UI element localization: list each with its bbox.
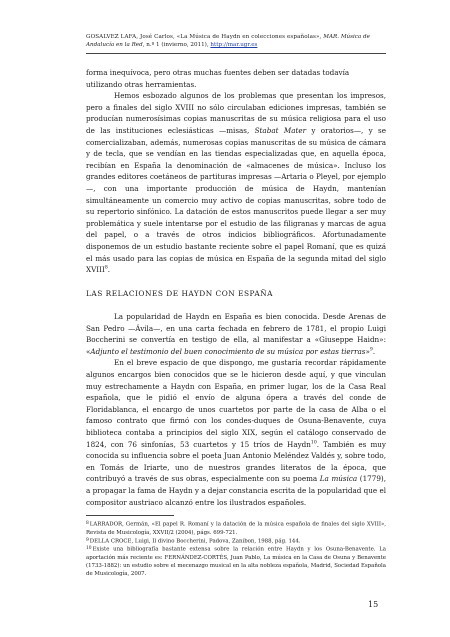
running-header: GOSALVEZ LAFA, José Carlos, «La Música de Haydn en colecciones españolas», MAR. Música de Andalucía en la Red, n.º 1 (invierno, 2011), http://mar.ugr.es [86, 33, 386, 49]
boccherini-quote: Adjunto el testimonio del buen conocimiento de su música por estas tierras [90, 346, 366, 356]
header-journal-abbr: MAR [323, 34, 338, 40]
poem-title: La música [319, 474, 358, 484]
footnote-text: Existe una bibliografía bastante extensa sobre la relación entre Haydn y los Osuna-Benavente. La aportación más reciente es: FERNÁNDEZ-CORTÉS, Juan Pablo, La música en la Casa de Osuna y Benavente (1733-1882): un estudio sobre el mecenazgo musical en la alta nobleza española, Madrid, Sociedad Española de Musicología, 2007. [86, 547, 386, 578]
footnote-ref-8[interactable]: 8 [104, 265, 108, 271]
paragraph-1-line-1: forma inequívoca, pero otras muchas fuentes deben ser datadas todavía [86, 68, 350, 77]
footnote-rule [86, 515, 174, 516]
footnote-8 [86, 520, 386, 537]
header-journal-title: Música de Andalucía en la Red [86, 34, 370, 48]
body-text-top [86, 67, 386, 276]
footnote-ref-10[interactable]: 10 [310, 440, 317, 446]
footnote-10 [86, 545, 386, 578]
paragraph-3: La popularidad de Haydn en España es bien conocida. Desde Arenas de San Pedro —Ávila—, en una carta fechada en febrero de 1781, el propio Luigi Boccherini se convertía en testigo de ella, al manifestar a «Giuseppe Haidn»: «Adjunto el testimonio del buen conocimiento de su música por estas tierras»$^9$. [86, 312, 386, 356]
footnote-number: 8 [86, 521, 89, 526]
footnote-text: DELLA CROCE, Luigi, Il divino Boccherini, Padova, Zanibon, 1988, pág. 144. [89, 538, 301, 545]
footnote-9 [86, 537, 386, 546]
header-rule [86, 53, 386, 54]
body-text-bottom [86, 311, 386, 508]
header-url-link[interactable]: http://mar.ugr.es [210, 42, 258, 48]
footnote-number: 9 [86, 537, 89, 543]
section-heading: LAS RELACIONES DE HAYDN CON ESPAÑA [86, 289, 273, 298]
footnote-number: 10 [86, 546, 92, 552]
header-citation: GOSALVEZ LAFA, José Carlos, «La Música de Haydn en colecciones españolas», [86, 34, 324, 40]
footnotes [86, 520, 386, 578]
footnote-ref-9[interactable]: 9 [369, 347, 373, 353]
paragraph-4: En el breve espacio de que dispongo, me gustaría recordar rápidamente algunos encargos bien conocidos que se le hicieron desde aquí, y que vinculan muy estrechamente a Haydn con España, en primer lugar, los de la Casa Real española, que le pidió el envío de alguna ópera a través del conde de Floridablanca, el encargo de unos cuartetos por parte de la casa de Alba o el famoso contrato que firmó con los condes-duques de Osuna-Benavente, cuya biblioteca contaba a principios del siglo XIX, según el catálogo conservado de 1824, con 76 sinfonías, 53 cuartetos y 15 tríos de Haydn$^{10}$. También es muy conocida su influencia sobre el poeta Juan Antonio Meléndez Valdés y, sobre todo, en Tomás de Iriarte, uno de nuestros grandes literatos de la época, que contribuyó a través de sus obras, especialmente con su poema La música (1779), a propagar la fama de Haydn y a dejar constancia escrita de la popularidad que el compositor austriaco alcanzó entre los ilustrados españoles. [86, 358, 387, 507]
page-number: 15 [368, 600, 379, 609]
header-issue: , n.º 1 (invierno, 2011), [142, 42, 211, 48]
footnote-text: LARRADOR, Germán, «El papel R. Romaní y la datación de la música española de finales del siglo XVIII», Revista de Musicología, XXVII/2 (2004), págs. 699-721. [86, 521, 386, 536]
stabat-mater-title: Stabat Mater [254, 125, 307, 135]
paragraph-2: Hemos esbozado algunos de los problemas que presentan los impresos, pero a finales del siglo XVIII no sólo circulaban ediciones impresas, también se producían numerosísimas copias manuscritas de su música religiosa para el uso de las instituciones eclesiásticas —misas, Stabat Mater y oratorios—, y se comercializaban, además, numerosas copias manuscritas de su música de cámara y de tecla, que se vendían en las tiendas especializadas que, en aquella época, recibían en España la denominación de «almacenes de música». Incluso los grandes editores coetáneos de partituras impresas —Artaria o Pleyel, por ejemplo—, con una importante producción de música de Haydn, mantenían simultáneamente un comercio muy activo de copias manuscritas, sobre todo de su repertorio sinfónico. La datación de estos manuscritos puede llegar a ser muy problemática y suele intentarse por el estudio de las filigranas y marcas de agua del papel, o a través de otros indicios bibliográficos. Afortunadamente disponemos de un estudio bastante reciente sobre el papel Romaní, que es quizá el más usado para las copias de música en España de la segunda mitad del siglo XVIII$^8$. [86, 91, 386, 275]
paragraph-1-line-2: utilizando otras herramientas. [86, 79, 197, 89]
